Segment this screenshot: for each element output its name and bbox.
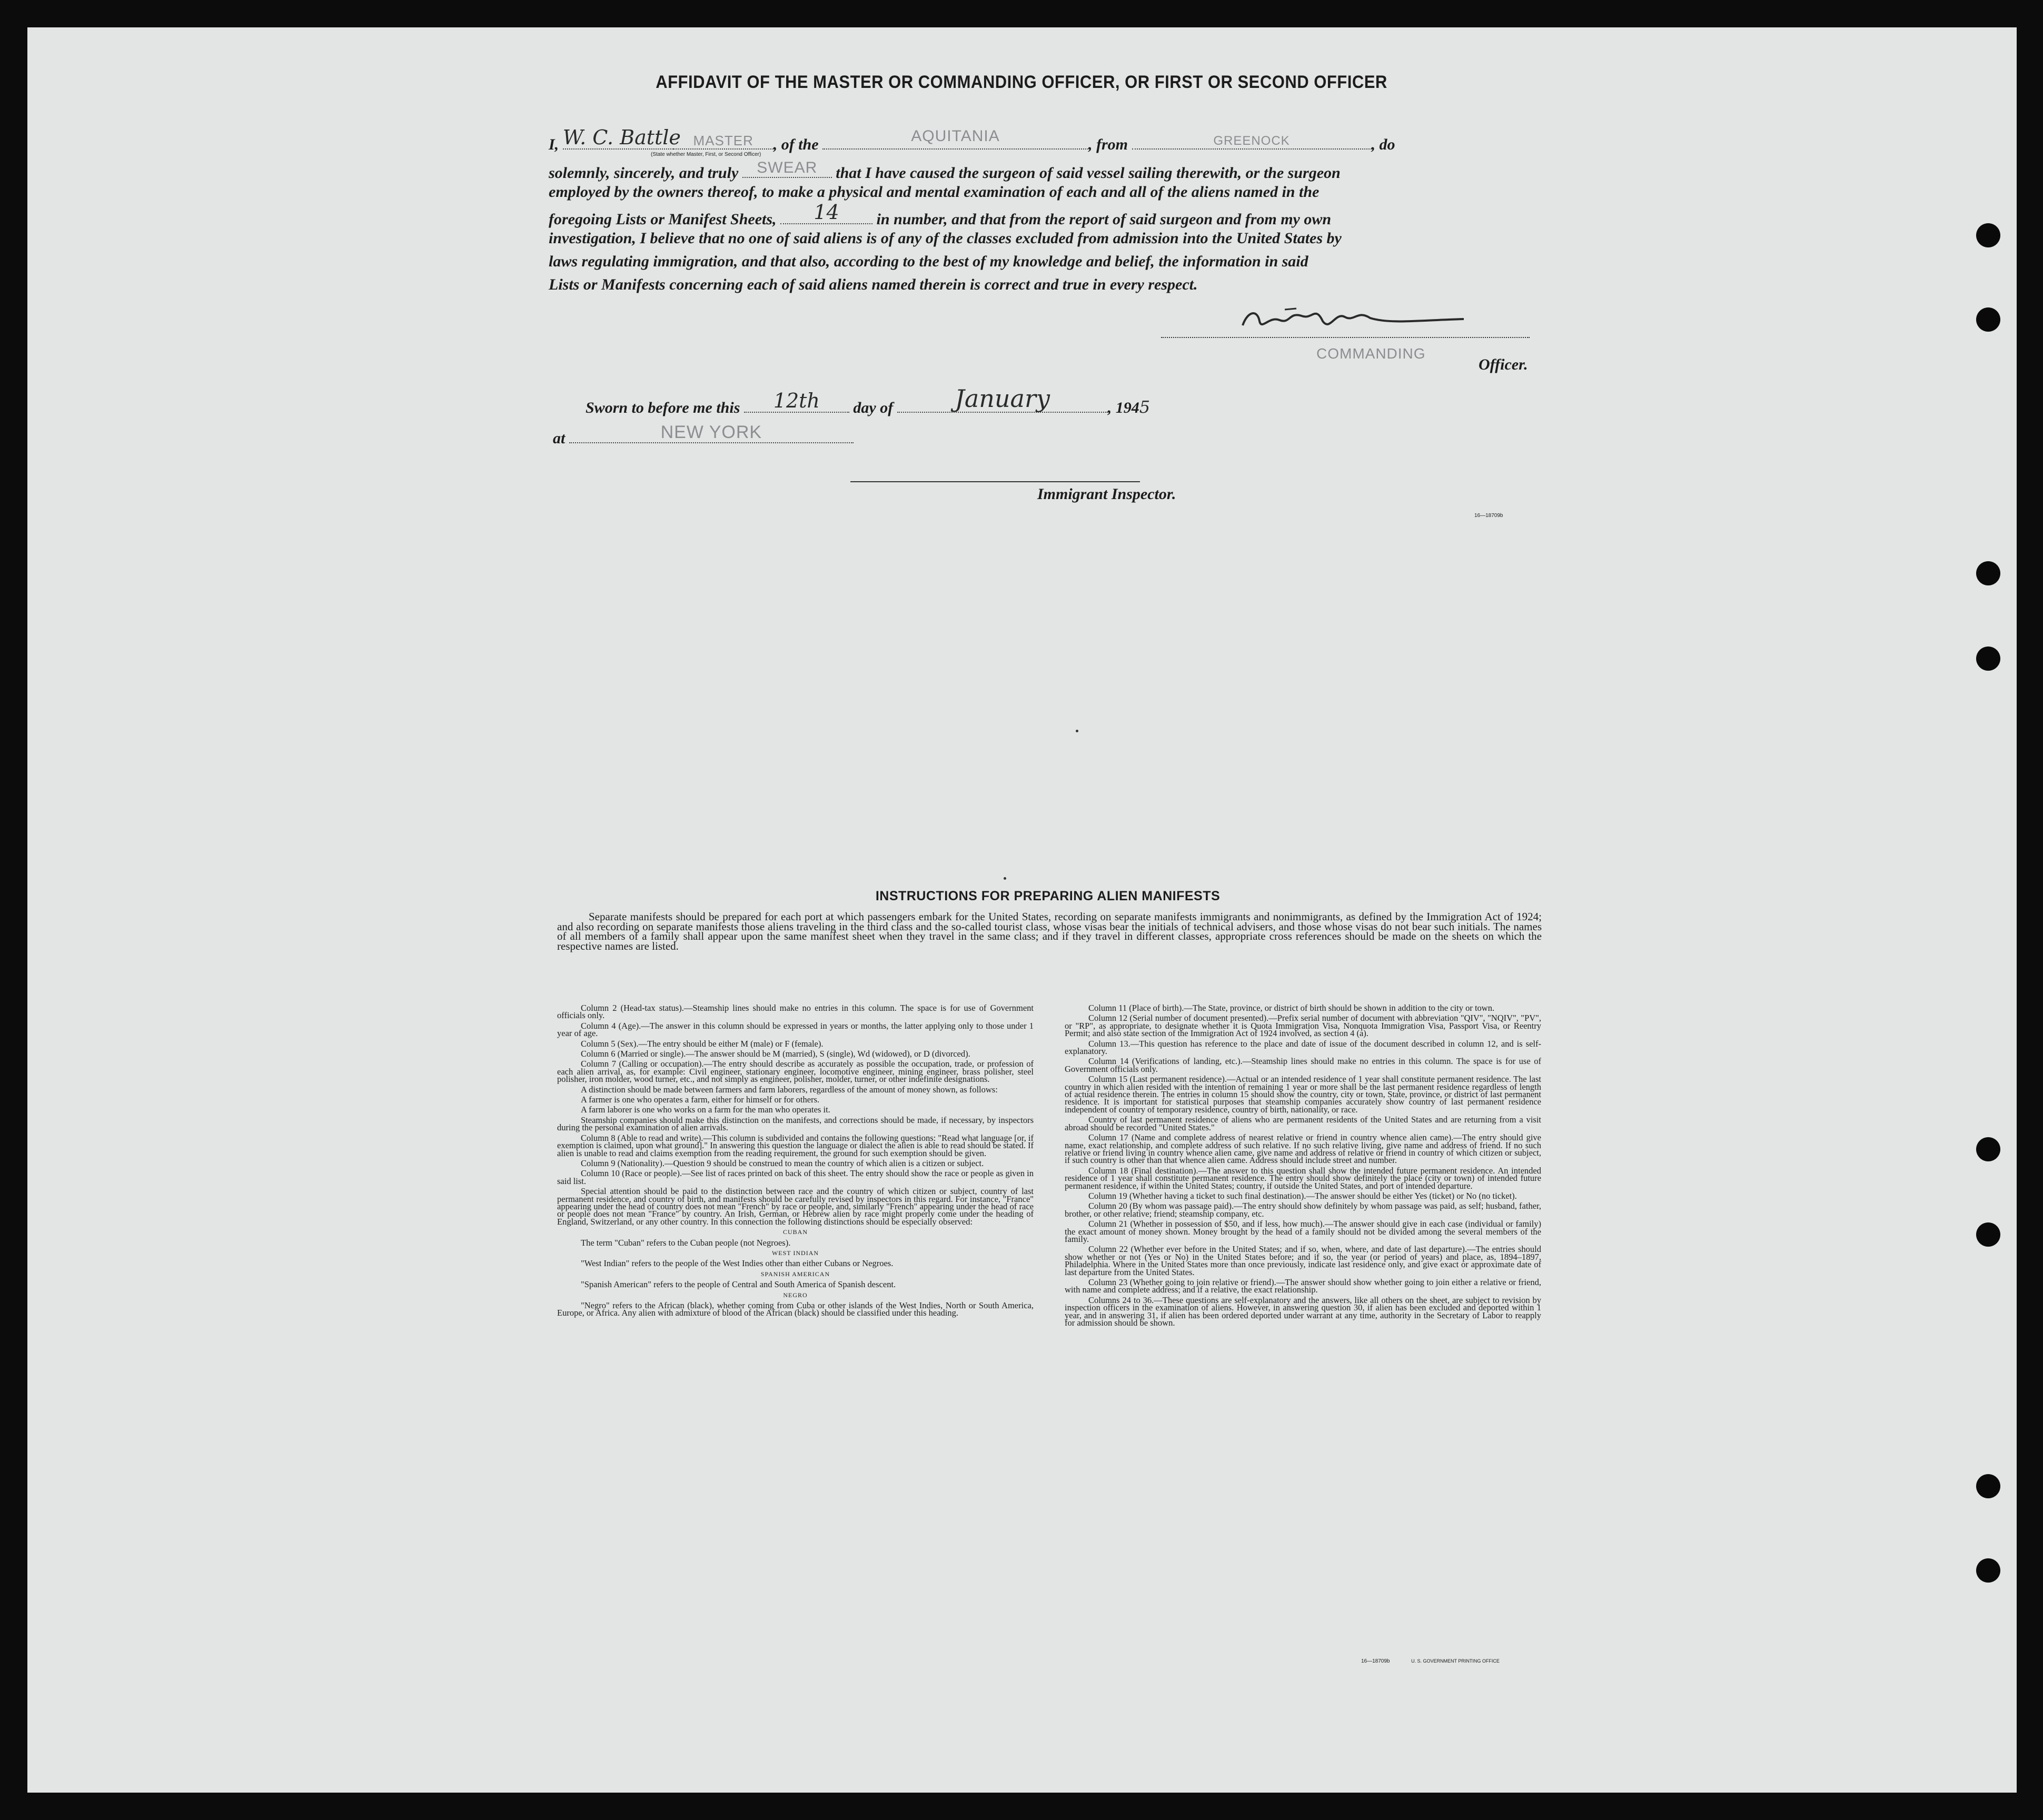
footer-printing-office: U. S. GOVERNMENT PRINTING OFFICE	[1411, 1658, 1500, 1664]
section-heading: CUBAN	[782, 1228, 808, 1236]
instruction-paragraph: "West Indian" refers to the people of the West Indies other than either Cubans or Negroes.	[581, 1258, 894, 1269]
instruction-paragraph: Column 5 (Sex).—The entry should be either M (male) or F (female).	[581, 1038, 824, 1049]
instruction-paragraph: Column 19 (Whether having a ticket to such final destination).—The answer should be either Yes (ticket) or No (no ticket).	[1088, 1190, 1517, 1201]
inspector-signature-line	[850, 481, 1140, 482]
port-field	[1132, 133, 1372, 150]
at-line	[553, 422, 1543, 447]
instruction-paragraph: A farm laborer is one who works on a farm for the man who operates it.	[581, 1105, 830, 1115]
instruction-paragraph: A distinction should be made between farmers and farm laborers, regardless of the amount of money shown, as follows:	[581, 1084, 998, 1095]
vessel-field	[822, 127, 1088, 150]
instruction-paragraph: Column 12 (Serial number of document presented).—Prefix serial number of document with abbreviation "QIV", "NQIV", "PV", or "RP", as appropriate, to designate whether it is Quota Immigration Visa, Nonquota Immigration Visa, Passport Visa, or Reentry Permit; and also state section of the Immigration Act of 1924 involved, as section 4 (a).	[1065, 1013, 1541, 1039]
instruction-paragraph: Column 4 (Age).—The answer in this column should be expressed in years or months, the latter applying only to those under 1 year of age.	[557, 1020, 1034, 1039]
text-year: , 194	[1107, 399, 1139, 416]
instruction-paragraph: Column 11 (Place of birth).—The State, province, or district of birth should be shown in addition to the city or town.	[1088, 1003, 1495, 1013]
rank-note: (State whether Master, First, or Second Officer)	[651, 152, 761, 157]
form-number: 16—18709b	[1474, 513, 1503, 519]
affidavit-line-7: Lists or Manifests concerning each of said aliens named therein is correct and true in every respect.	[549, 276, 1198, 293]
paper-speck	[1004, 877, 1006, 880]
instruction-paragraph: The term "Cuban" refers to the Cuban people (not Negroes).	[581, 1237, 791, 1248]
affidavit-line-2	[549, 161, 1539, 181]
oath-stamp: SWEAR	[757, 159, 818, 176]
instruction-paragraph: Steamship companies should make this distinction on the manifests, and corrections should be made, if necessary, by inspectors during the personal examination of alien arrivals.	[557, 1115, 1034, 1133]
instruction-paragraph: Column 6 (Married or single).—The answer should be M (married), S (single), Wd (widowed), or D (divorced).	[581, 1049, 970, 1059]
text-day-of: day of	[853, 399, 894, 416]
binder-hole	[1976, 1137, 2000, 1161]
affidavit-line-1	[549, 126, 1539, 153]
instruction-paragraph: Columns 24 to 36.—These questions are self-explanatory and the answers, like all others on the sheet, are subject to revision by inspection officers in the examination of aliens. However, in answering question 30, if alien has been excluded and deported within 1 year, and in answering 31, if alien has been ordered deported under warrant at any time, authority in the Secretary of Labor to reapply for admission should be shown.	[1065, 1295, 1541, 1328]
officer-stamp: COMMANDING	[1316, 345, 1426, 362]
month-handwriting: January	[955, 384, 1050, 413]
oath-field	[742, 161, 832, 178]
instructions-right-column	[1065, 1005, 1541, 1329]
text-at: at	[553, 430, 566, 447]
instruction-paragraph: Column 17 (Name and complete address of nearest relative or friend in country whence alien came).—The entry should give name, exact relationship, and complete address of such relative. If no such relative living, give name and address of friend. If no such relative or friend living in country whence alien came, give name and address of relative or friend in country of which citizen or subject, if such country is other than that whence alien came. Address should include street and number.	[1065, 1132, 1541, 1166]
instruction-paragraph: Column 2 (Head-tax status).—Steamship lines should make no entries in this column. The space is for use of Government officials only.	[557, 1003, 1034, 1021]
instruction-paragraph: Country of last permanent residence of aliens who are permanent residents of the United States and are returning from a visit abroad should be recorded "United States."	[1065, 1115, 1541, 1132]
footer-form-number: 16—18709b	[1361, 1658, 1390, 1664]
affidavit-line-4	[549, 201, 1539, 228]
text-of-the: , of the	[773, 136, 819, 153]
day-field	[744, 389, 849, 413]
instructions-title: INSTRUCTIONS FOR PREPARING ALIEN MANIFESTS	[875, 889, 1221, 903]
instruction-paragraph: Column 18 (Final destination).—The answer to this question shall show the intended future permanent residence. An intended residence of 1 year shall constitute permanent residence. The entry should show definitely the place (city or town) of intended future permanent residence, if within the United States; country, if outside the United States, and port of intended departure.	[1065, 1165, 1541, 1191]
binder-hole	[1976, 561, 2000, 585]
rank-field	[673, 133, 773, 150]
text-line-4a: foregoing Lists or Manifest Sheets,	[549, 211, 777, 228]
binder-hole	[1976, 1474, 2000, 1498]
month-field	[897, 384, 1108, 413]
binder-hole	[1976, 1558, 2000, 1583]
year-handwriting: 5	[1139, 397, 1151, 417]
text-solemnly: solemnly, sincerely, and truly	[549, 164, 739, 182]
text-line-4b: in number, and that from the report of said surgeon and from my own	[876, 211, 1332, 228]
rank-stamp: MASTER	[693, 133, 753, 148]
instruction-paragraph: A farmer is one who operates a farm, either for himself or for others.	[581, 1095, 820, 1105]
master-signature	[1232, 300, 1506, 342]
instruction-paragraph: Column 21 (Whether in possession of $50, and if less, how much).—The answer should give in each case (individual or family) the exact amount of money shown. Money brought by the head of a family should not be divided among the several members of the family.	[1065, 1219, 1541, 1244]
instruction-paragraph: Column 23 (Whether going to join relative or friend).—The answer should show whether going to join either a relative or friend, with name and complete address; and if a relative, the exact relationship.	[1065, 1277, 1541, 1295]
day-handwriting: 12th	[773, 389, 820, 412]
instruction-paragraph: "Spanish American" refers to the people of Central and South America of Spanish descent.	[581, 1279, 896, 1290]
binder-hole	[1976, 1222, 2000, 1247]
sheets-count-field	[780, 201, 872, 224]
signature-line	[1161, 337, 1530, 338]
signer-handwriting: W. C. Battle	[562, 126, 681, 149]
instruction-paragraph: "Negro" refers to the African (black), whether coming from Cuba or other islands of the West Indies, North or South America, Europe, or Africa. Any alien with admixture of blood of the African (black) should be classified under this heading.	[557, 1300, 1034, 1318]
officer-label: Officer.	[1479, 356, 1528, 373]
inspector-label: Immigrant Inspector.	[1037, 485, 1176, 503]
instruction-paragraph: Column 15 (Last permanent residence).—Actual or an intended residence of 1 year shall constitute permanent residence. The last country in which alien resided with the intention of remaining 1 year or more shall be the last permanent residence regardless of length of actual residence therein. The entries in column 15 should show the country, city or town, State, province, or district of last permanent residence. It is important for statistical purposes that steamship companies accurately show country of last permanent residence independent of country of temporary residence, country of birth, nationality, or race.	[1065, 1074, 1541, 1115]
instruction-paragraph: Column 14 (Verifications of landing, etc.).—Steamship lines should make no entries in this column. The space is for use of Government officials only.	[1065, 1056, 1541, 1074]
binder-hole	[1976, 647, 2000, 671]
place-field	[569, 422, 854, 443]
text-do: , do	[1371, 136, 1395, 153]
place-stamp: NEW YORK	[660, 422, 762, 442]
paper-speck	[1076, 730, 1078, 732]
sheets-handwriting: 14	[814, 201, 839, 224]
text-from: , from	[1088, 136, 1128, 153]
text-line-2: that I have caused the surgeon of said vessel sailing therewith, or the surgeon	[836, 164, 1341, 182]
section-heading: WEST INDIAN	[771, 1249, 819, 1257]
binder-hole	[1976, 307, 2000, 332]
affidavit-line-6: laws regulating immigration, and that also, according to the best of my knowledge and belief, the information in said	[549, 253, 1308, 270]
instruction-paragraph: Column 13.—This question has reference to the place and date of issue of the document described in column 12, and is self-explanatory.	[1065, 1038, 1541, 1057]
instruction-paragraph: Column 10 (Race or people).—See list of races printed on back of this sheet. The entry should show the race or people as given in said list.	[557, 1168, 1034, 1186]
text-i: I,	[549, 136, 559, 153]
affidavit-line-5: investigation, I believe that no one of said aliens is of any of the classes excluded from admission into the United States by	[549, 230, 1342, 247]
sworn-line	[586, 384, 1575, 417]
text-sworn: Sworn to before me this	[586, 399, 740, 416]
instruction-paragraph: Column 20 (By whom was passage paid).—The entry should show definitely by whom passage was paid, as self; husband, father, brother, or other relative; friend; steamship company, etc.	[1065, 1201, 1541, 1219]
instructions-intro: Separate manifests should be prepared for each port at which passengers embark for the United States, recording on separate manifests immigrants and nonimmigrants, as defined by the Immigration Act of 1924; and also recording on separate manifests those aliens traveling in the third class and the so-called tourist class, whose visas bear the initials of technical advisers, and those whose visas do not bear such initials. The names of all members of a family shall appear upon the same manifest sheet when they travel in the same class; and if they travel in different classes, appropriate cross references should be made on the sheets on which the respective names are listed.	[557, 910, 1542, 952]
affidavit-title: AFFIDAVIT OF THE MASTER OR COMMANDING OFFICER, OR FIRST OR SECOND OFFICER	[656, 71, 1387, 93]
vessel-stamp: AQUITANIA	[911, 127, 1000, 145]
instruction-paragraph: Special attention should be paid to the distinction between race and the country of which citizen or subject, country of last permanent residence, and country of birth, and manifests should be carefully revised by inspectors in this regard. For instance, "France" appearing under the head of country does not mean "French" by race or people, and, similarly "French" appearing under the head of race or people does not mean "France" by country. An Irish, German, or Hebrew alien by race might properly come under the heading of England, Switzerland, or any other country. In this connection the following distinctions should be especially observed:	[557, 1186, 1034, 1227]
section-heading: NEGRO	[783, 1291, 808, 1299]
port-stamp: GREENOCK	[1213, 134, 1290, 148]
binder-hole	[1976, 223, 2000, 247]
instruction-paragraph: Column 22 (Whether ever before in the United States; and if so, when, where, and date of last departure).—The entries should show whether or not (Yes or No) in the United States before; and if so, the year (or period of years) and place, as, 1894–1897, Philadelphia. Where in the United States more than once previously, indicate last residence only, and give exact or approximate date of last departure from the United States.	[1065, 1244, 1541, 1277]
instructions-left-column	[557, 1005, 1034, 1320]
affidavit-line-3: employed by the owners thereof, to make a physical and mental examination of each and all of the aliens named in the	[549, 183, 1320, 201]
instruction-paragraph: Column 8 (Able to read and write).—This column is subdivided and contains the following questions: "Read what language [or, if exemption is claimed, upon what ground]." In answering this question the language or dialect the alien is able to read should be stated. If alien is unable to read and claims exemption from the reading requirement, the ground for such exemption should be given.	[557, 1132, 1034, 1158]
instruction-paragraph: Column 9 (Nationality).—Question 9 should be construed to mean the country of which alien is a citizen or subject.	[581, 1158, 984, 1168]
section-heading: SPANISH AMERICAN	[760, 1270, 830, 1278]
instruction-paragraph: Column 7 (Calling or occupation).—The entry should describe as accurately as possible the occupation, trade, or profession of each alien arrival, as, for example: Civil engineer, stationary engineer, locomotive engineer, mining engineer, brass polisher, steel polisher, iron molder, wood turner, etc., and not simply as engineer, polisher, molder, turner, or other indefinite designations.	[557, 1059, 1034, 1085]
signer-field	[562, 126, 681, 150]
